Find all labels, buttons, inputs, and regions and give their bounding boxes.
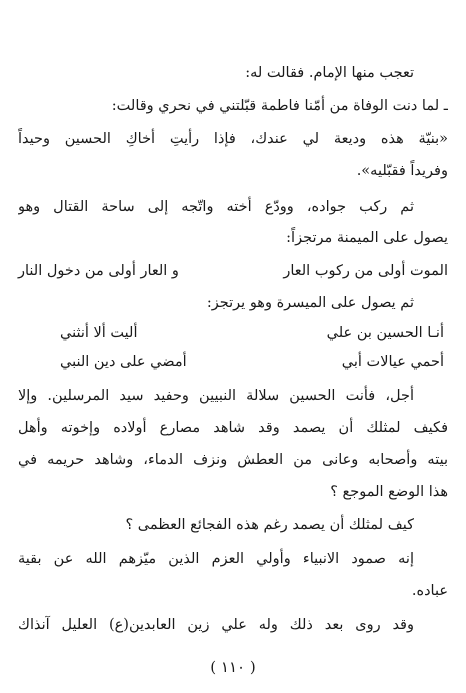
text-line: وقد روى بعد ذلك وله علي زين العابدين(ع) العليل آنذاك xyxy=(18,617,414,633)
verse-hemistich-second: أليت ألا أنثني xyxy=(60,325,138,341)
text-line: أجل، فأنت الحسين سلالة النبيين وحفيد سيد المرسلين. وإلا xyxy=(18,388,414,404)
text-line: إنه صمود الانبياء وأولي العزم الذين ميّزهم الله عن بقية xyxy=(18,551,414,567)
verse-hemistich-first: أنـا الحسين بن علي xyxy=(326,325,444,341)
text-line: عباده. xyxy=(411,583,448,599)
verse-line xyxy=(60,318,444,348)
verse-hemistich-first: الموت أولى من ركوب العار xyxy=(283,263,448,279)
text-line: ـ لما دنت الوفاة من أمّنا فاطمة قبّلتني في نحري وقالت: xyxy=(111,98,448,114)
text-line: كيف لمثلك أن يصمد رغم هذه الفجائع العظمى ؟ xyxy=(125,517,414,533)
verse-hemistich-first: أحمي عيالات أبي xyxy=(341,354,444,370)
verse-hemistich-second: أمضي على دين النبي xyxy=(60,354,187,370)
text-line: يصول على الميمنة مرتجزاً: xyxy=(286,230,448,246)
text-line: وفريداً فقبّليه». xyxy=(356,163,448,179)
text-line: «بنيّة هذه وديعة لي عندك، فإذا رأيتِ أخاكِ الحسين وحيداً xyxy=(18,131,448,147)
text-line: بيته وأصحابه وعانى من العطش ونزف الدماء، وشاهد حريمه في xyxy=(18,452,448,468)
text-line: ثم يصول على الميسرة وهو يرتجز: xyxy=(206,295,414,311)
text-line: تعجب منها الإمام. فقالت له: xyxy=(245,65,414,81)
verse-line xyxy=(18,256,448,286)
text-line: فكيف لمثلك أن يصمد وقد شاهد مصارع أولاده وإخوته وأهل xyxy=(18,420,448,436)
text-line: هذا الوضع الموجع ؟ xyxy=(330,484,448,500)
verse-line xyxy=(60,347,444,377)
verse-hemistich-second: و العار أولى من دخول النار xyxy=(18,263,179,279)
page-number: ( ١١٠ ) xyxy=(210,658,256,676)
text-line: ثم ركب جواده، وودّع أخته واتّجه إلى ساحة القتال وهو xyxy=(18,199,414,215)
